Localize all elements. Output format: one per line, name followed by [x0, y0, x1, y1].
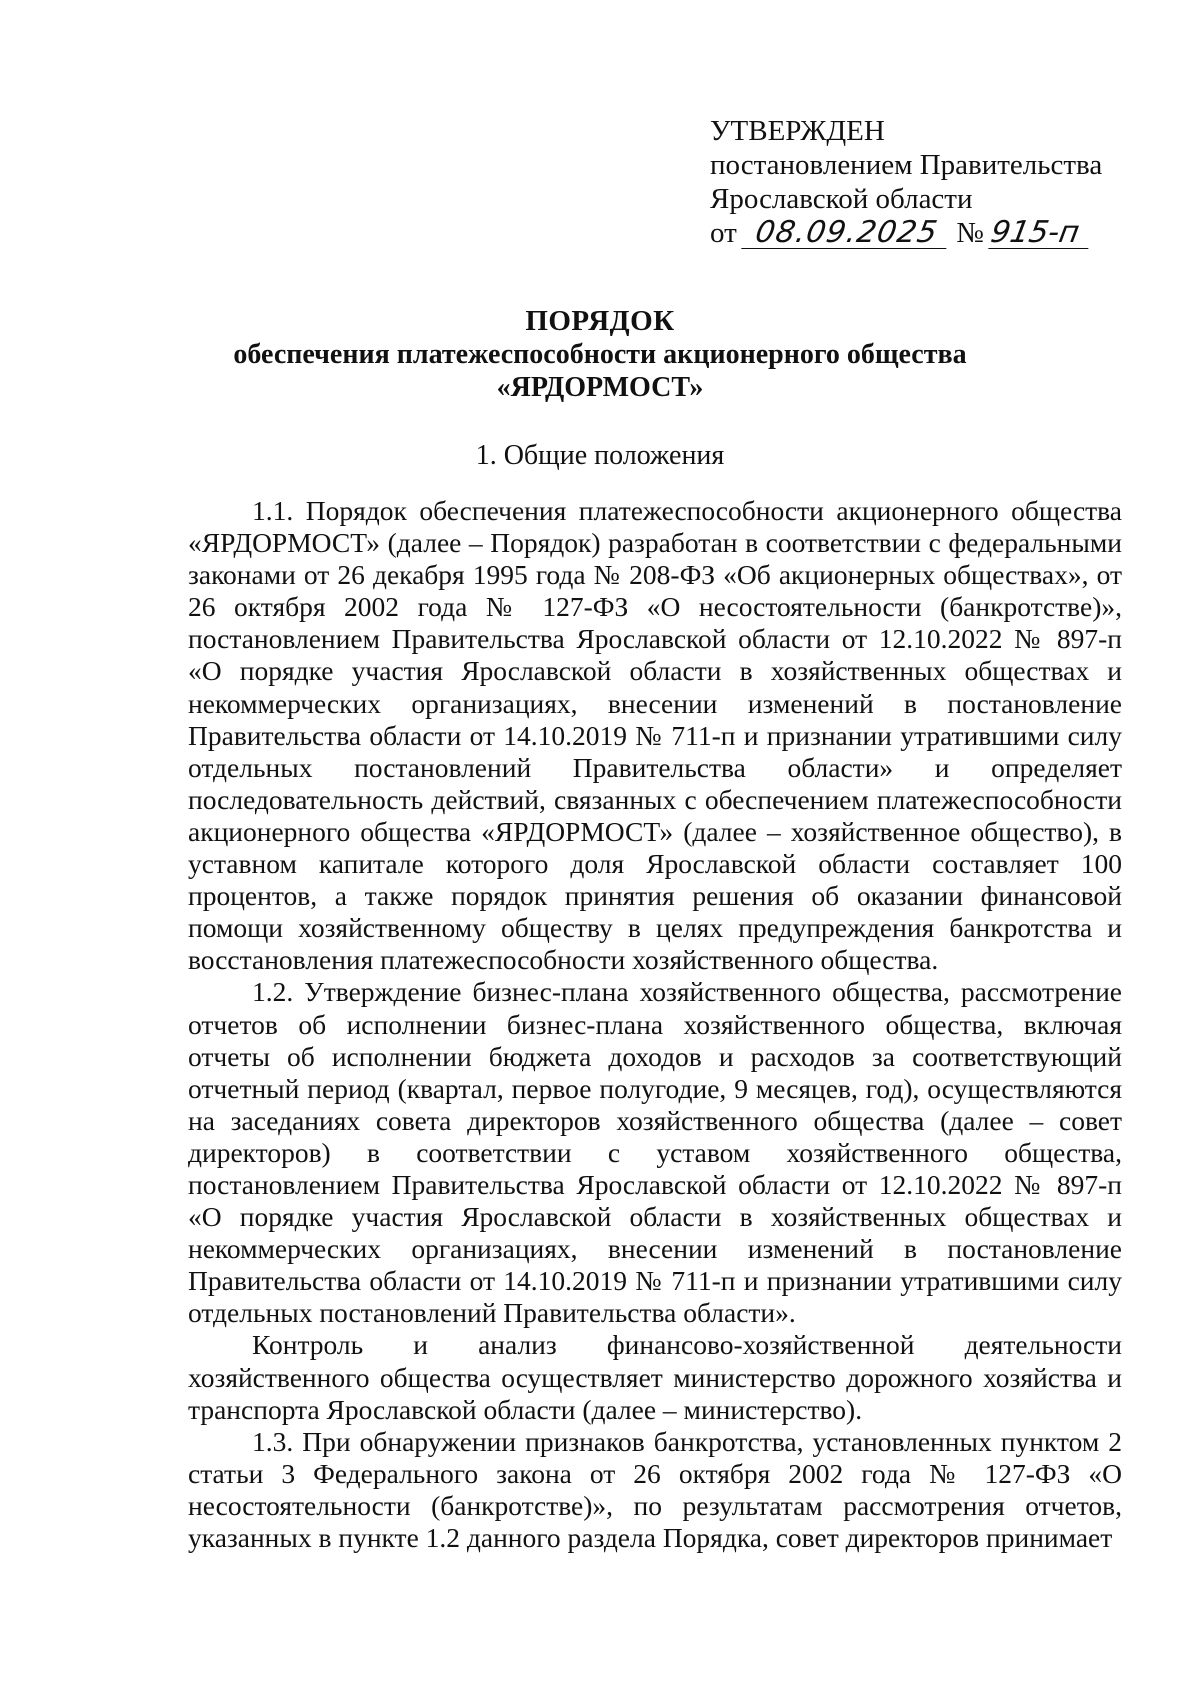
number-label: № — [956, 217, 984, 249]
handwritten-number: 915-п — [988, 218, 1093, 249]
paragraph-1-3: 1.3. При обнаружении признаков банкротства, установленных пунктом 2 статьи 3 Федерального закона от 26 октября 2002 года № 127-ФЗ «О несостоятельности (банкротстве)», по результатам рассмотрения отчетов, указанных в пункте 1.2 данного раздела Порядка, совет директоров принимает — [188, 1425, 1122, 1553]
approval-stamp-block — [710, 114, 1130, 256]
title-line-2: обеспечения платежеспособности акционерного общества — [233, 339, 967, 370]
paragraph-control: Контроль и анализ финансово-хозяйственной деятельности хозяйственного общества осуществляет министерство дорожного хозяйства и транспорта Ярославской области (далее – министерство). — [188, 1329, 1122, 1425]
approval-line-1: постановлением Правительства — [710, 149, 1103, 181]
approval-date-number-row — [710, 216, 1130, 256]
document-title — [0, 304, 1200, 404]
title-line-3: «ЯРДОРМОСТ» — [496, 372, 704, 403]
document-body — [188, 495, 1122, 1554]
title-line-1: ПОРЯДОК — [525, 305, 675, 337]
paragraph-1-1: 1.1. Порядок обеспечения платежеспособности акционерного общества «ЯРДОРМОСТ» (далее – Порядок) разработан в соответствии с федеральными законами от 26 декабря 1995 года № 208-ФЗ «Об акционерных обществах», от 26 октября 2002 года № 127-ФЗ «О несостоятельности (банкротстве)», постановлением Правительства Ярославской области от 12.10.2022 № 897-п «О порядке участия Ярославской области в хозяйственных обществах и некоммерческих организациях, внесении изменений в постановление Правительства области от 14.10.2019 № 711-п и признании утратившими силу отдельных постановлений Правительства области» и определяет последовательность действий, связанных с обеспечением платежеспособности акционерного общества «ЯРДОРМОСТ» (далее – хозяйственное общество), в уставном капитале которого доля Ярославской области составляет 100 процентов, а также порядок принятия решения об оказании финансовой помощи хозяйственному обществу в целях предупреждения банкротства и восстановления платежеспособности хозяйственного общества. — [188, 495, 1122, 976]
paragraph-1-2: 1.2. Утверждение бизнес-плана хозяйственного общества, рассмотрение отчетов об исполнении бизнес-плана хозяйственного общества, включая отчеты об исполнении бюджета доходов и расходов за соответствующий отчетный период (квартал, первое полугодие, 9 месяцев, год), осуществляются на заседаниях совета директоров хозяйственного общества (далее – совет директоров) в соответствии с уставом хозяйственного общества, постановлением Правительства Ярославской области от 12.10.2022 № 897-п «О порядке участия Ярославской области в хозяйственных обществах и некоммерческих организациях, внесении изменений в постановление Правительства области от 14.10.2019 № 711-п и признании утратившими силу отдельных постановлений Правительства области». — [188, 976, 1122, 1329]
handwritten-date: 08.09.2025 — [741, 218, 951, 249]
approval-heading: УТВЕРЖДЕН — [710, 115, 885, 147]
from-label: от — [710, 217, 737, 249]
approval-line-2: Ярославской области — [710, 183, 973, 215]
section-heading: 1. Общие положения — [475, 440, 725, 471]
